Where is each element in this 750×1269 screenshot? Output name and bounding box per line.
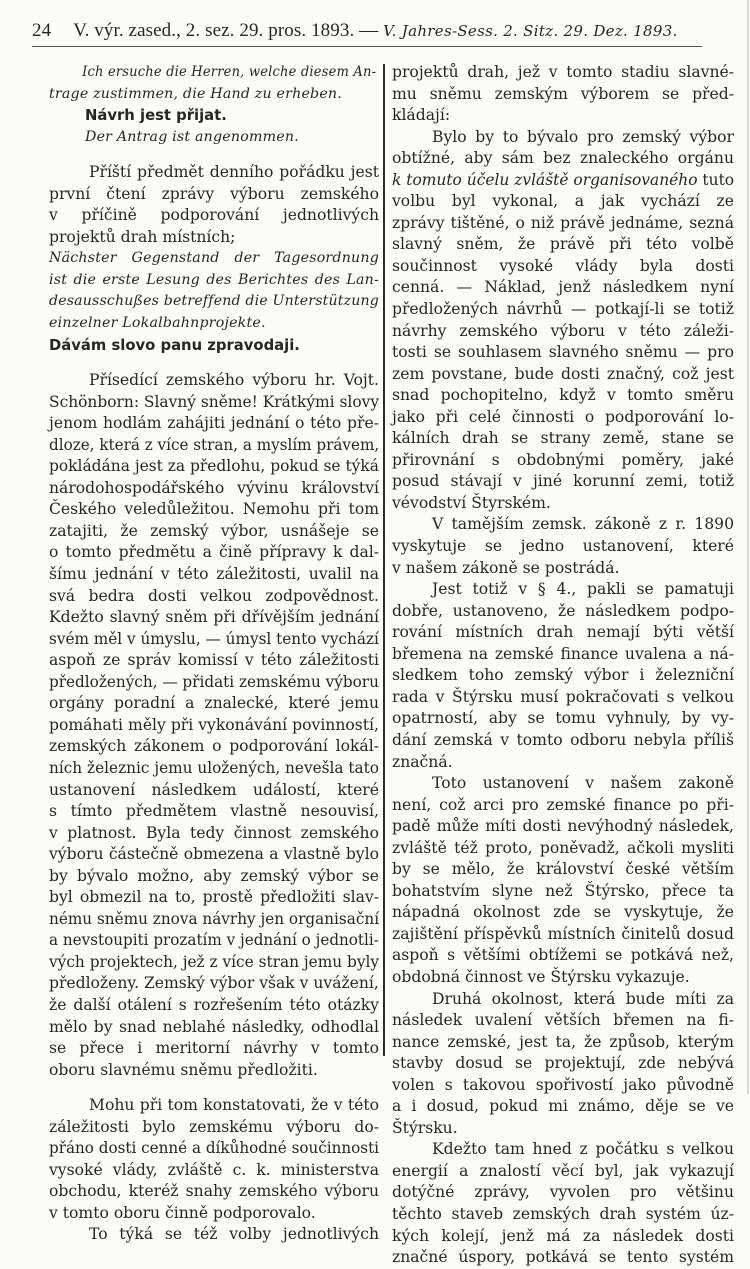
text-line: Dávám slovo panu zpravodaji. <box>49 336 300 354</box>
text-line: přirovnání s obdobnými poměry, jaké <box>392 450 734 469</box>
text-line: obdobná činnost ve Štýrsku vykazuje. <box>392 967 690 986</box>
text-line: a nevstoupiti prozatím v jednání o jednotli- <box>49 931 379 950</box>
text-line: energií a znalostí věcí byl, jak vykazují <box>392 1161 734 1180</box>
text-line: jako při celé činnosti o podporování lo- <box>392 407 734 426</box>
text-line: einzelner Lokalbahnprojekte. <box>49 315 266 332</box>
page-edge <box>747 0 749 1094</box>
text-line: rada v Štýrsku musí pokračovati s velkou <box>392 687 734 706</box>
text-line: trage zustimmen, die Hand zu erheben. <box>49 85 342 102</box>
text-line: následek uvalení větších břemen na fi- <box>392 1011 734 1030</box>
text-line: cenná. — Náklad, jenž následkem nyní <box>392 278 734 297</box>
header-german: V. Jahres-Sess. 2. Sitz. 29. Dez. 1893. <box>383 22 678 40</box>
text-line: padě může míti dosti nevýhodný následek, <box>392 817 734 836</box>
text-line: vyskytuje se jedno ustanovení, které <box>392 537 734 556</box>
text-line: aspoň s většími obtížemi se potkává než, <box>392 946 734 965</box>
text-line: jenom hodlám zahájiti jednání o této pře- <box>49 414 379 433</box>
text-line: volbu byl vykonal, a jak vychází ze <box>392 192 734 211</box>
text-line: Kdežto slavný sněm při dřívějším jednání <box>49 608 379 627</box>
text-line: zem povstane, bude dosti značný, což jest <box>392 364 734 383</box>
text-line: návrhy zemského výboru v této záleži- <box>392 321 734 340</box>
text-line: Druhá okolnost, která bude míti za <box>432 989 734 1008</box>
text-line: rování místních drah nemají býti větší <box>392 623 734 642</box>
text-line: Schönborn: Slavný sněme! Krátkými slovy <box>49 392 380 411</box>
text-line: není, což arci pro zemské finance po při- <box>392 795 734 814</box>
text-line: by se mělo, že království české větším <box>392 860 734 879</box>
text-line: volen s takovou spořivostí jako původně <box>392 1075 734 1094</box>
text-line: zemských zákonem o podporování lokál- <box>49 737 379 756</box>
text-line: aspoň ze správ komissí v této záležitosti <box>49 651 379 670</box>
text-line: vévodství Štyrském. <box>392 493 551 512</box>
text-line: Přísedící zemského výboru hr. Vojt. <box>89 371 379 390</box>
text-line: předložených návrhů — potkají-li se totiž <box>392 300 734 319</box>
text-line: k tomuto účelu zvláště organisovaného tuto <box>392 170 735 189</box>
header-czech: V. výr. zased., 2. sez. 29. pros. 1893. — <box>73 20 379 41</box>
text-line: mělo by snad neblahé následky, odhodlal <box>49 1017 379 1036</box>
text-line: dotýčné zprávy, vyvolen pro většinu <box>392 1183 734 1202</box>
text-line: Českého veledůležitou. Nemohu při tom <box>49 500 379 519</box>
text-line: Jest totiž v § 4., pakli se pamatuji <box>432 580 734 599</box>
text-line: těchto staveb zemských drah systém úz- <box>392 1204 734 1223</box>
text-line: kých kolejí, jenž má za následek dosti <box>392 1226 734 1245</box>
text-line: Toto ustanovení v našem zakoně <box>432 774 734 793</box>
text-line: byl obmezil na to, prostě předložiti slav- <box>49 888 379 907</box>
text-line: zvláště též proto, poněvadž, ačkoli mysliti <box>392 838 734 857</box>
text-line: pomáhati měly při vykonávání povinností, <box>49 715 379 734</box>
text-line: s tímto předmětem vlastně nesouvisí, <box>49 802 379 821</box>
text-line: přáno dosti cenné a díkůhodné součinnosti <box>49 1139 380 1158</box>
text-line: nápadná okolnost zde se vyskytuje, že <box>392 903 734 922</box>
left-column <box>49 62 379 1246</box>
text-line: Bylo by to bývalo pro zemský výbor <box>432 127 734 146</box>
text-line: ustanovení následkem událostí, které <box>49 780 379 799</box>
text-line: posud stávají v jiné korunní zemi, totiž <box>392 472 734 491</box>
text-line: projektů drah, jež v tomto stadiu slavné- <box>392 63 734 81</box>
text-line: desausschußes betreffend die Unterstützung <box>49 293 380 310</box>
text-line: vých projektech, jež z více stran jemu byly <box>49 952 380 971</box>
text-line: V tamějším zemsk. zákoně z r. 1890 <box>432 515 734 534</box>
text-line: stavby dosud se projektují, zde nebývá <box>392 1054 734 1073</box>
text-line: Kdežto tam hned z počátku s velkou <box>432 1140 734 1159</box>
text-line: by bývalo možno, aby zemský výbor se <box>49 866 379 885</box>
text-line: předloženy. Zemský výbor však v uvážení, <box>49 974 379 993</box>
text-line: bohatstvím slyne než Štýrsko, přece ta <box>392 881 734 900</box>
text-line: kálních drah se strany země, stane se <box>392 429 734 448</box>
text-line: a i dosud, pokud mi známo, děje se ve <box>392 1097 734 1116</box>
text-line: v našem zákoně se postrádá. <box>392 558 620 577</box>
text-line: Štýrsku. <box>392 1118 458 1137</box>
text-line: oboru slavnému sněmu předložiti. <box>49 1060 318 1079</box>
text-line: národohospodářského vývinu království <box>49 478 379 497</box>
text-line: mu sněmu zemským výborem se před- <box>392 84 734 103</box>
emphasized-text: k tomuto účelu zvláště organisovaného <box>392 170 698 189</box>
text-line: značné úspory, potkává se tento systém <box>392 1248 734 1267</box>
text-line: značná. <box>392 752 453 771</box>
text-line: tosti se souhlasem slavného sněmu — pro <box>392 343 734 362</box>
text-line: v tomto oboru činně podporovalo. <box>49 1203 316 1222</box>
column-divider <box>383 64 385 1056</box>
text-line: břemena na zemské finance uvalena a ná- <box>392 644 734 663</box>
text-line: že další otálení s rozřešením této otázky <box>49 995 379 1014</box>
text-line: první čtení zprávy výboru zemského <box>49 184 379 203</box>
text-line: záležitosti bylo zemskému výboru do- <box>49 1117 379 1136</box>
text-line: Příští předmět denního pořádku jest <box>89 163 379 182</box>
text-line: orgány poradní a znalecké, které jemu <box>49 694 379 713</box>
text-line: ních železnic jemu uložených, nevešla tato <box>49 758 379 777</box>
text-line: opatrností, aby se tomu vyhnuly, by vy- <box>392 709 734 728</box>
text-line: pokládána jest za předlohu, pokud se týká <box>49 457 379 476</box>
text-line: ist die erste Lesung des Berichtes des Lan- <box>49 271 379 288</box>
text-line: Nächster Gegenstand der Tagesordnung <box>49 250 379 267</box>
text-line: zprávy tištěné, o niž právě jednáme, sezná <box>392 213 734 232</box>
text-line: projektů drah místních; <box>49 227 236 246</box>
text-line: Návrh jest přijat. <box>85 107 227 125</box>
text-line: Der Antrag ist angenommen. <box>85 128 299 145</box>
text-line: součinnost vysoké vlády byla dosti <box>392 256 734 275</box>
right-column <box>392 62 734 1269</box>
text-line: dání zemská v tomto odboru nebyla příliš <box>392 730 734 749</box>
text-line: v platnost. Byla tedy činnost zemského <box>49 823 379 842</box>
text-line: Ich ersuche die Herren, welche diesem An- <box>82 64 377 80</box>
text-line: Mohu při tom konstatovati, že v této <box>89 1096 379 1115</box>
text-line: výboru částečně obmezena a vlastně bylo <box>49 845 379 864</box>
text-line: zatajiti, že zemský výbor, usnášeje se <box>49 521 379 540</box>
text-line: kládají: <box>392 106 451 125</box>
text-line: předložených, — přidati zemskému výboru <box>49 672 379 691</box>
text-line: dloze, která z více stran, a myslím právem, <box>49 435 380 454</box>
text-line: zajištění příspěvků místních činitelů dosud <box>392 924 734 943</box>
text-line: nance zemské, jest ta, že způsob, kterým <box>392 1032 734 1051</box>
text-line: šímu jednání v této záležitosti, uvalil na <box>49 565 379 584</box>
text-line: o tomto předmětu a čině přípravy k dal- <box>49 543 379 562</box>
text-line: obtížné, aby sám bez znaleckého orgánu <box>392 149 734 168</box>
text-line: vysoké vlády, zvláště c. k. ministerstva <box>49 1160 379 1179</box>
text-line: svá bedra dosti velkou zodpovědnost. <box>49 586 379 605</box>
text-line: v příčině podporování jednotlivých <box>49 206 379 225</box>
text-line: se přece i meritorní návrhy v tomto <box>49 1039 379 1058</box>
text-line: svém měl v úmyslu, — úmysl tento vychází <box>49 629 379 648</box>
text-line: sledkem toho zemský výbor i železniční <box>392 666 734 685</box>
text-line: slavný sněm, že právě při této volbě <box>392 235 734 254</box>
text-line: To týká se též volby jednotlivých <box>89 1225 379 1244</box>
text-line: nému sněmu znova návrhy jen organisační <box>49 909 380 928</box>
header-rule <box>32 46 702 47</box>
text-line: snad pochopitelno, když v tomto směru <box>392 386 734 405</box>
text-line: obchodu, kteréž snahy zemského výboru <box>49 1182 379 1201</box>
text-line: dobře, ustanoveno, že následkem podpo- <box>392 601 734 620</box>
running-header <box>32 20 702 44</box>
page-number: 24 <box>32 20 52 41</box>
